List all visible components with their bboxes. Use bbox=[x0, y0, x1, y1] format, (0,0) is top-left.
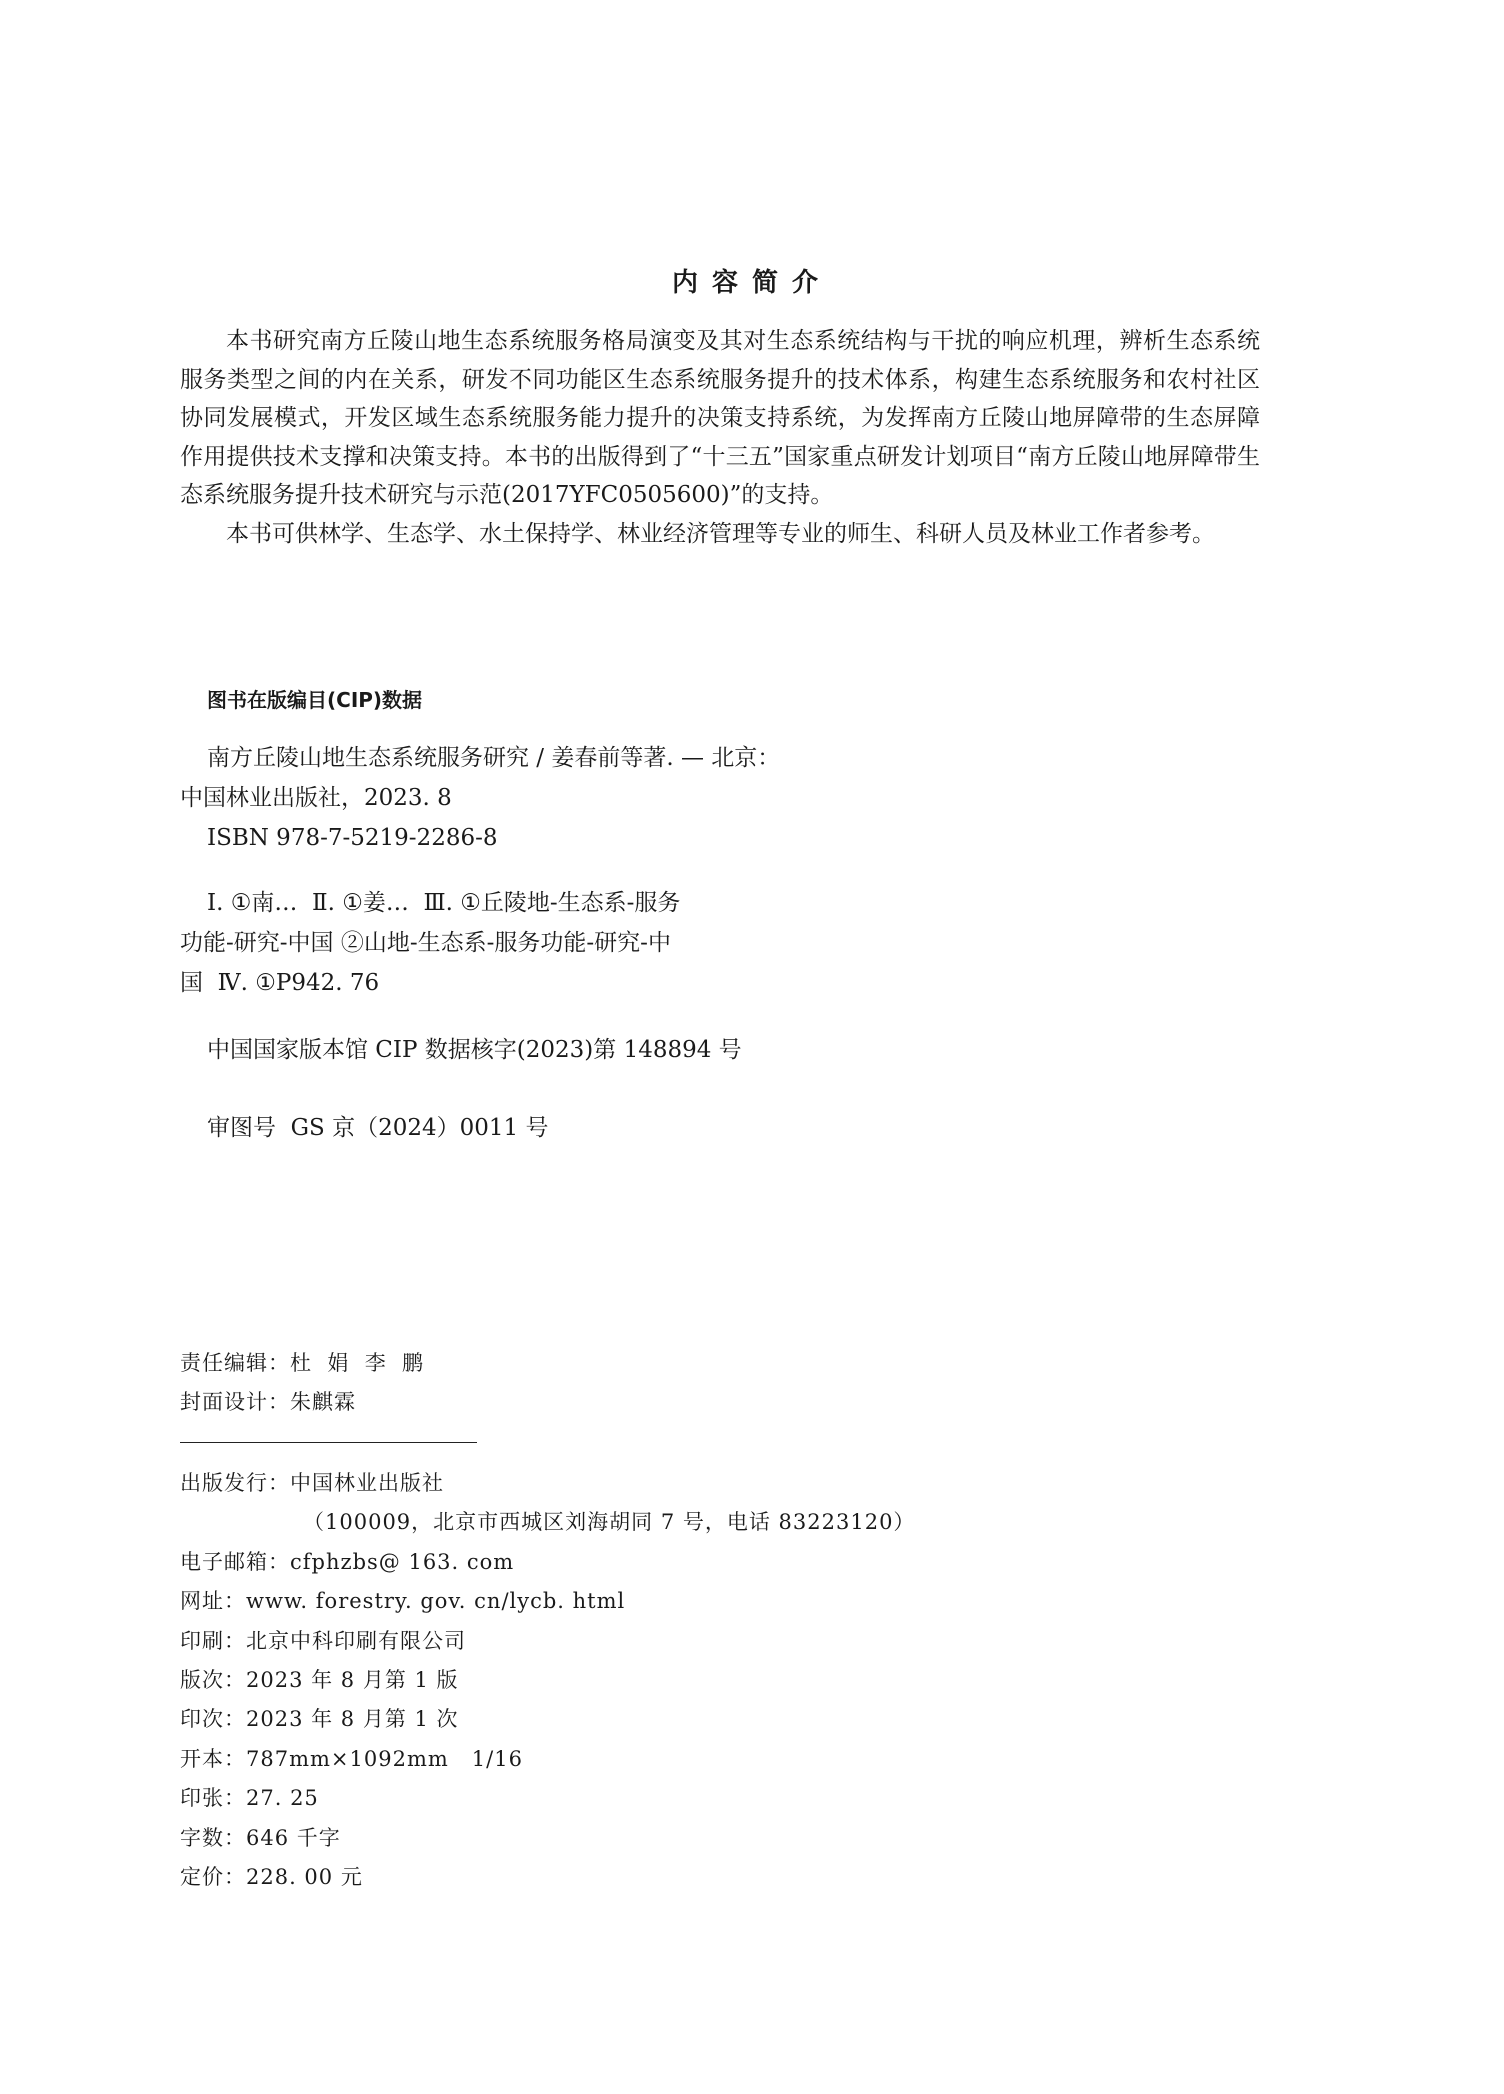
intro-paragraph: 本书可供林学、生态学、水土保持学、林业经济管理等专业的师生、科研人员及林业工作者参考。 bbox=[226, 520, 1215, 547]
email: 电子邮箱：cfphzbs@ 163. com bbox=[180, 1549, 515, 1574]
publisher-address: （100009，北京市西城区刘海胡同 7 号，电话 83223120） bbox=[303, 1510, 916, 1535]
map-review bbox=[180, 1108, 880, 1148]
map-review-line: 审图号 GS 京（2024）0011 号 bbox=[207, 1115, 549, 1141]
word-count: 字数：646 千字 bbox=[180, 1825, 341, 1850]
credits bbox=[180, 1344, 424, 1421]
publisher: 出版发行：中国林业出版社 bbox=[180, 1471, 444, 1495]
cip-class-line: 国 Ⅳ. ①P942. 76 bbox=[180, 970, 380, 996]
cip-isbn: ISBN 978-7-5219-2286-8 bbox=[207, 825, 498, 851]
cip-book-line: 中国林业出版社，2023. 8 bbox=[180, 785, 452, 811]
editor-credit: 责任编辑：杜 娟 李 鹏 bbox=[180, 1351, 425, 1375]
price: 定价：228. 00 元 bbox=[180, 1865, 363, 1890]
cip-heading: 图书在版编目(CIP)数据 bbox=[207, 688, 423, 712]
intro-paragraph: 本书研究南方丘陵山地生态系统服务格局演变及其对生态系统结构与干扰的响应机理，辨析生态系统服务类型之间的内在关系，研发不同功能区生态系统服务提升的技术体系，构建生态系统服务和农村社区协同发展模式，开发区域生态系统服务能力提升的决策支持系统，为发挥南方丘陵山地屏障带的生态屏障作用提供技术支撑和决策支持。本书的出版得到了“十三五”国家重点研发计划项目“南方丘陵山地屏障带生态系统服务提升技术研究与示范(2017YFC0505600)”的支持。 bbox=[180, 328, 1260, 508]
sheets: 印张：27. 25 bbox=[180, 1786, 319, 1811]
edition: 版次：2023 年 8 月第 1 版 bbox=[180, 1668, 459, 1693]
printer: 印刷：北京中科印刷有限公司 bbox=[180, 1628, 466, 1653]
cip-book-line: 南方丘陵山地生态系统服务研究 / 姜春前等著. — 北京： bbox=[207, 745, 781, 771]
cip-class-line: Ⅰ. ①南… Ⅱ. ①姜… Ⅲ. ①丘陵地-生态系-服务 bbox=[207, 890, 681, 916]
cip-class-line: 功能-研究-中国 ②山地-生态系-服务功能-研究-中 bbox=[180, 930, 671, 956]
publication-info bbox=[180, 1464, 915, 1897]
cover-design-credit: 封面设计：朱麒霖 bbox=[180, 1389, 356, 1414]
printing: 印次：2023 年 8 月第 1 次 bbox=[180, 1707, 459, 1732]
cip-book-info bbox=[180, 738, 880, 858]
website: 网址：www. forestry. gov. cn/lycb. html bbox=[180, 1589, 626, 1614]
cip-number bbox=[180, 1030, 880, 1070]
format: 开本：787mm×1092mm 1/16 bbox=[180, 1746, 523, 1771]
intro-text bbox=[180, 322, 1260, 553]
divider bbox=[180, 1442, 477, 1443]
intro-title: 内容简介 bbox=[671, 268, 832, 298]
cip-classification bbox=[180, 883, 880, 1003]
cip-number-line: 中国国家版本馆 CIP 数据核字(2023)第 148894 号 bbox=[207, 1037, 742, 1063]
